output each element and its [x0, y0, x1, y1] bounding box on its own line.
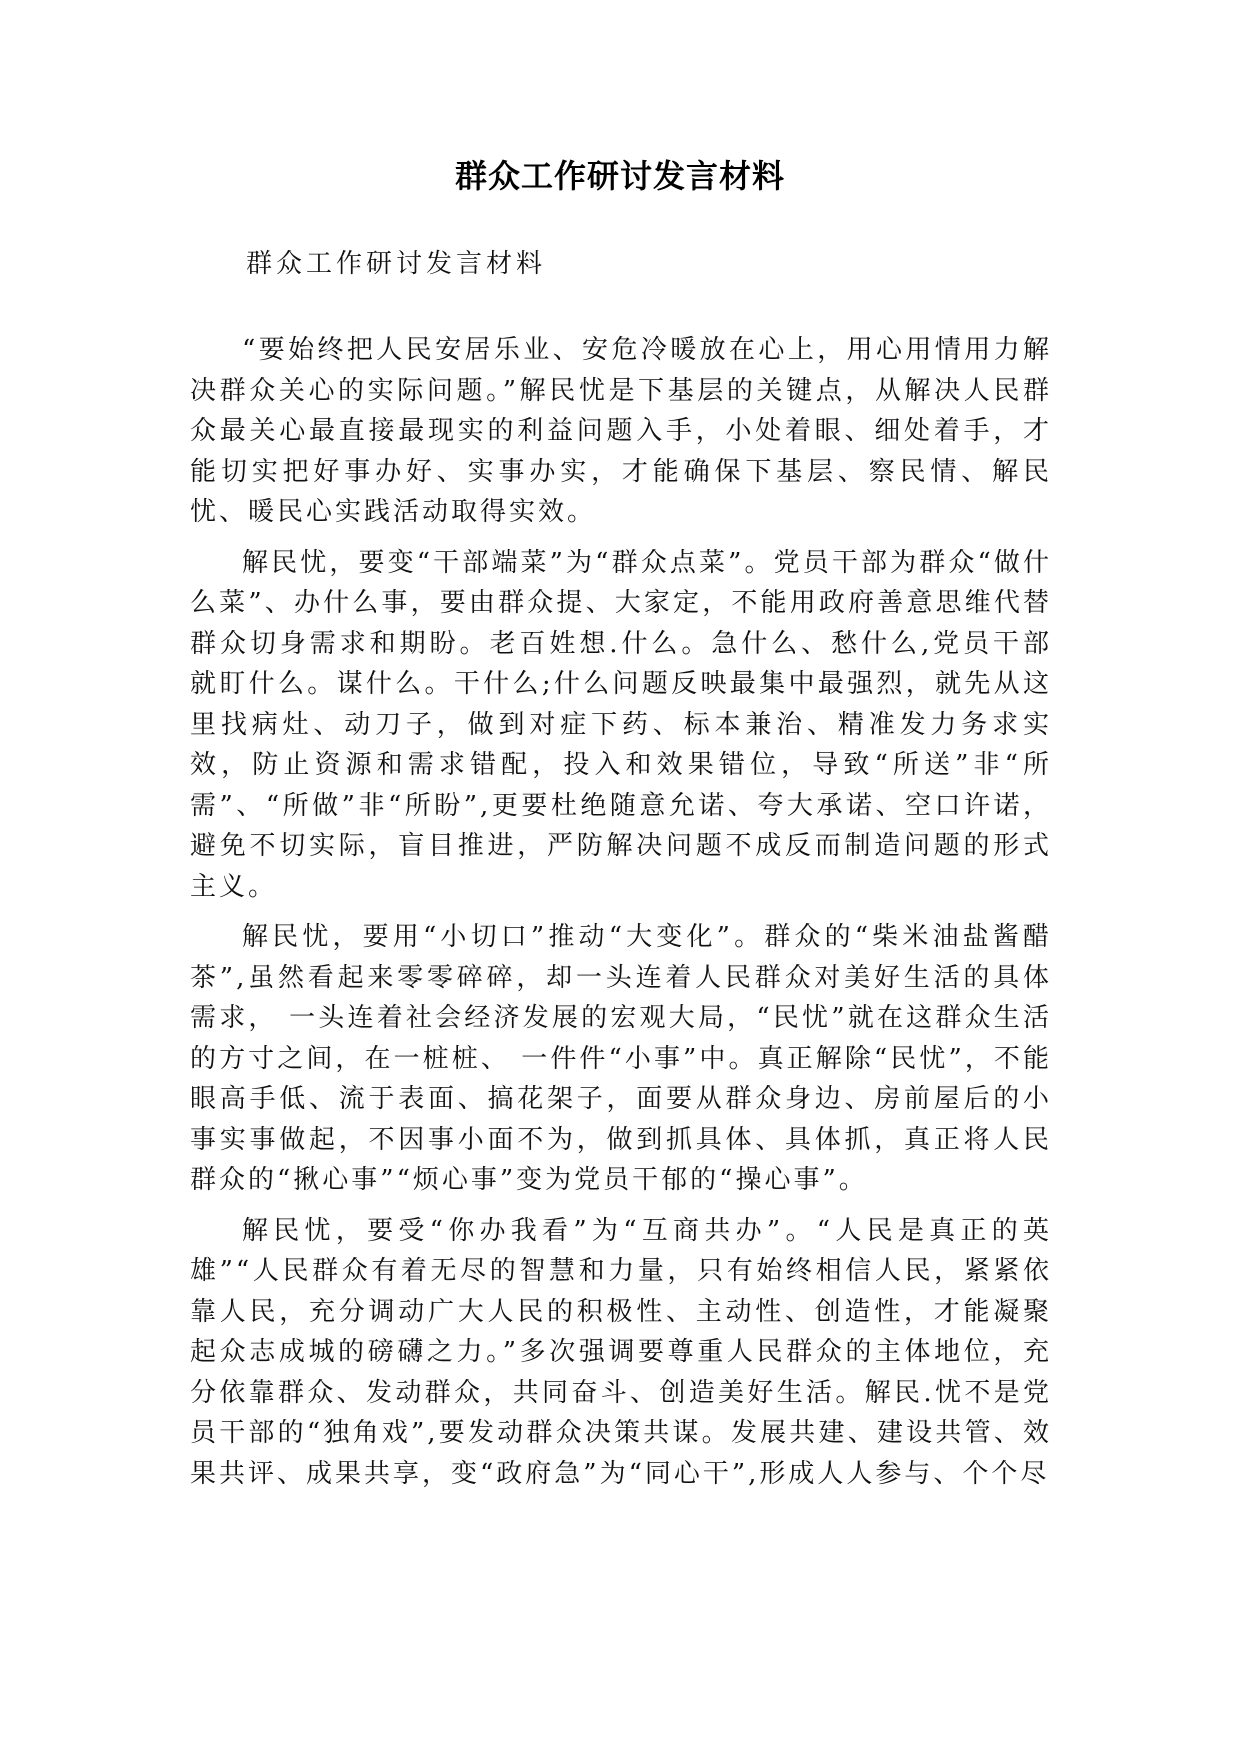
paragraph-2: 解民忧，要变“干部端菜”为“群众点菜”。党员干部为群众“做什么菜”、办什么事，要由群众提、大家定，不能用政府善意思维代替群众切身需求和期盼。老百姓想.什么。急什么、愁什么,党员干部就盯什么。谋什么。干什么;什么问题反映最集中最强烈，就先从这里找病灶、动刀子，做到对症下药、标本兼治、精准发力务求实效，防止资源和需求错配，投入和效果错位，导致“所送”非“所需”、“所做”非“所盼”,更要杜绝随意允诺、夸大承诺、空口许诺，避免不切实际，盲目推进，严防解决问题不成反而制造问题的形式主义。	[190, 547, 1052, 902]
document-body	[190, 330, 1052, 1504]
paragraph-1: “要始终把人民安居乐业、安危冷暖放在心上，用心用情用力解决群众关心的实际问题。”解民忧是下基层的关键点，从解决人民群众最关心最直接最现实的利益问题入手，小处着眼、细处着手，才能切实把好事办好、实事办实，才能确保下基层、察民情、解民忧、暖民心实践活动取得实效。	[190, 335, 1052, 527]
document-subtitle: 群众工作研讨发言材料	[246, 249, 547, 279]
paragraph-4: 解民忧，要受“你办我看”为“互商共办”。“人民是真正的英雄”“人民群众有着无尽的智慧和力量，只有始终相信人民，紧紧依靠人民，充分调动广大人民的积极性、主动性、创造性，才能凝聚起众志成城的磅礴之力。”多次强调要尊重人民群众的主体地位，充分依靠群众、发动群众，共同奋斗、创造美好生活。解民.忧不是党员干部的“独角戏”,要发动群众决策共谋。发展共建、建设共管、效果共评、成果共享，变“政府急”为“同心干”,形成人人参与、个个尽	[190, 1215, 1052, 1489]
document-title: 群众工作研讨发言材料	[454, 157, 785, 195]
paragraph-3: 解民忧，要用“小切口”推动“大变化”。群众的“柴米油盐酱醋茶”,虽然看起来零零碎碎，却一头连着人民群众对美好生活的具体需求， 一头连着社会经济发展的宏观大局，“民忧”就在这群众生活的方寸之间，在一桩桩、 一件件“小事”中。真正解除“民忧”，不能眼高手低、流于表面、搞花架子，面要从群众身边、房前屋后的小事实事做起，不因事小面不为，做到抓具体、具体抓，真正将人民群众的“揪心事”“烦心事”变为党员干郁的“操心事”。	[190, 922, 1052, 1195]
